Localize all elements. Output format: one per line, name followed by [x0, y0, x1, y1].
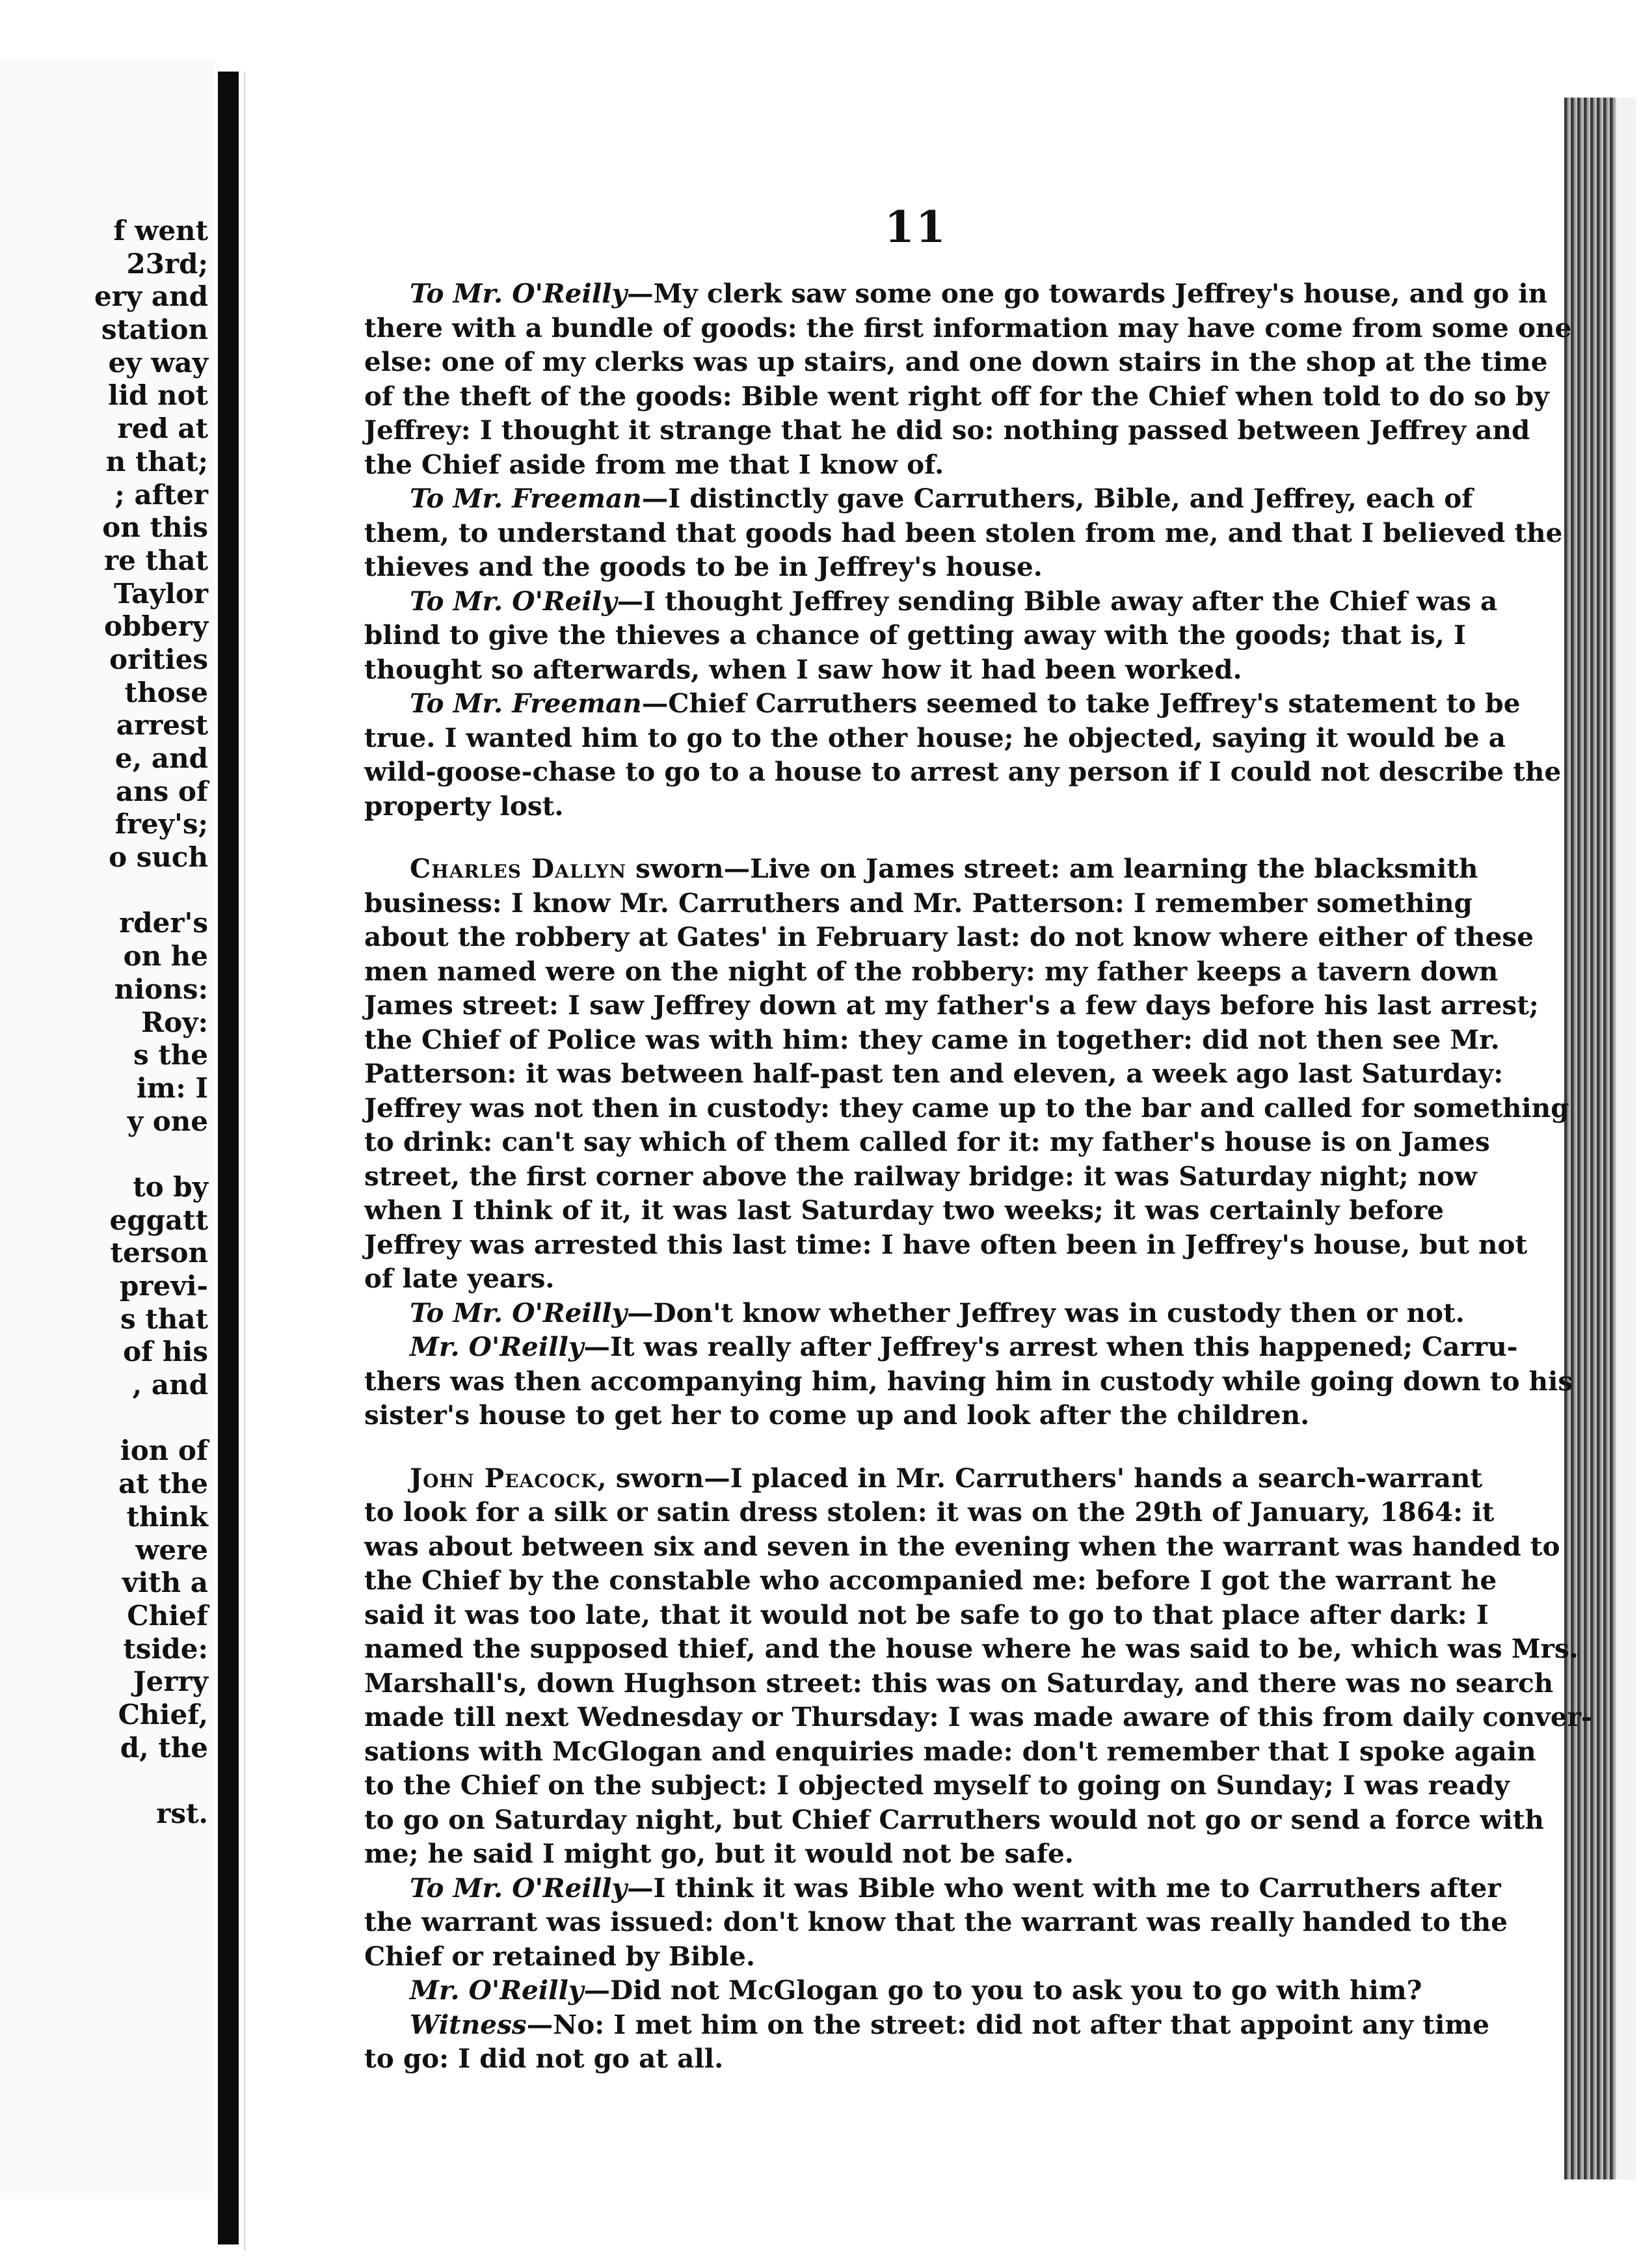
speaker-label: Mr. O'Reilly	[410, 1331, 584, 1362]
text-line	[364, 886, 1472, 921]
text-run: —I distinctly gave Carruthers, Bible, and Jeffrey, each of	[641, 483, 1473, 514]
previous-page-fragment: n that;	[105, 445, 208, 478]
paragraph	[364, 1461, 1592, 1871]
text-run: —Don't know whether Jeffrey was in custody then or not.	[627, 1297, 1465, 1328]
text-run: sister's house to get her to come up and look after the children.	[364, 1399, 1310, 1431]
text-line	[364, 379, 1549, 414]
text-line	[364, 550, 1444, 584]
previous-page-fragment: previ-	[119, 1270, 208, 1302]
text-line	[364, 920, 1534, 954]
previous-page-fragment: eggatt	[109, 1204, 208, 1236]
speaker-label: Witness	[410, 2008, 527, 2040]
text-run: thought so afterwards, when I saw how it had been worked.	[364, 653, 1242, 685]
text-run: the Chief by the constable who accompanied me: before I got the warrant he	[364, 1565, 1497, 1596]
text-run: the warrant was issued: don't know that the warrant was really handed to the	[364, 1906, 1508, 1937]
text-run: blind to give the thieves a chance of getting away with the goods; that is, I	[364, 619, 1466, 651]
previous-page-fragment: at the	[118, 1468, 208, 1500]
speaker-label: To Mr. Freeman	[410, 688, 642, 719]
text-run: Marshall's, down Hughson street: this was on Saturday, and there was no search	[364, 1667, 1554, 1699]
text-line	[364, 1057, 1504, 1091]
section-gap	[364, 823, 1444, 852]
text-run: Jeffrey was not then in custody: they came up to the bar and called for something	[364, 1092, 1569, 1124]
previous-page-fragment: s the	[133, 1039, 208, 1071]
previous-page-fragment: Jerry	[133, 1665, 208, 1698]
text-line	[364, 618, 1466, 653]
text-line	[364, 1125, 1490, 1159]
previous-page-edge	[0, 59, 215, 2199]
text-line	[364, 755, 1562, 789]
text-line	[364, 1091, 1569, 1125]
text-run: men named were on the night of the robbery: my father keeps a tavern down	[364, 955, 1499, 987]
text-run: said it was too late, that it would not be safe to go to that place after dark: I	[364, 1598, 1489, 1630]
speaker-label: To Mr. O'Reilly	[410, 1297, 628, 1328]
paragraph	[364, 1973, 1444, 2008]
previous-page-fragment: ery and	[94, 280, 208, 313]
paragraph	[364, 276, 1572, 481]
witness-name: Charles Dallyn	[410, 853, 627, 884]
previous-page-fragment: o such	[109, 841, 208, 874]
text-run: sations with McGlogan and enquiries made: don't remember that I spoke again	[364, 1735, 1536, 1767]
body-text	[364, 276, 1592, 2076]
paragraph	[364, 1296, 1465, 1330]
text-line	[364, 988, 1539, 1023]
text-line	[364, 345, 1548, 379]
text-run: , sworn—I placed in Mr. Carruthers' hands a search-warrant	[597, 1462, 1483, 1494]
previous-page-fragment: were	[135, 1533, 208, 1566]
text-run: —I thought Jeffrey sending Bible away after the Chief was a	[617, 585, 1498, 617]
previous-page-fragment	[94, 874, 208, 908]
previous-page-fragment	[94, 1138, 208, 1171]
text-run: to look for a silk or satin dress stolen: it was on the 29th of January, 1864: it	[364, 1496, 1495, 1528]
previous-page-fragment: , and	[132, 1369, 208, 1401]
page-stack-edge	[1564, 98, 1616, 2179]
text-run: to go: I did not go at all.	[364, 2043, 724, 2074]
text-line	[364, 789, 1444, 824]
text-line	[364, 1023, 1500, 1057]
text-run: the Chief of Police was with him: they came in together: did not then see Mr.	[364, 1023, 1500, 1055]
previous-page-fragment: orities	[109, 643, 208, 675]
speaker-label: To Mr. O'Reilly	[410, 1872, 628, 1904]
previous-page-fragment: ey way	[108, 346, 208, 379]
text-line	[364, 1461, 1483, 1496]
text-line	[364, 1159, 1477, 1194]
previous-page-fragment: ion of	[120, 1435, 208, 1467]
text-run: —Did not McGlogan go to you to ask you to go with him?	[583, 1974, 1422, 2006]
previous-page-fragment: f went	[113, 215, 208, 247]
text-run: James street: I saw Jeffrey down at my father's a few days before his last arrest;	[364, 990, 1539, 1021]
text-line	[364, 1768, 1510, 1803]
previous-page-fragment: to by	[133, 1170, 208, 1203]
text-line	[364, 1734, 1536, 1769]
previous-page-fragment: e, and	[114, 742, 208, 774]
text-line	[364, 686, 1521, 721]
text-line	[364, 1939, 1444, 1974]
previous-page-fragment: d, the	[120, 1731, 208, 1764]
paragraph	[364, 2008, 1489, 2076]
paragraph	[364, 481, 1563, 584]
previous-page-fragment: red at	[117, 412, 208, 445]
text-run: about the robbery at Gates' in February last: do not know where either of these	[364, 921, 1534, 952]
previous-page-fragment: lid not	[108, 379, 208, 412]
text-line	[364, 311, 1572, 345]
text-line	[364, 1632, 1579, 1666]
previous-page-fragment: im: I	[136, 1071, 208, 1104]
text-run: wild-goose-chase to go to a house to arrest any person if I could not describe the	[364, 756, 1562, 787]
text-run: sworn—Live on James street: am learning the blacksmith	[626, 853, 1478, 884]
previous-page-fragment: vith a	[122, 1567, 208, 1599]
text-line	[364, 1905, 1508, 1939]
text-run: —No: I met him on the street: did not after that appoint any time	[526, 2008, 1489, 2040]
text-line	[364, 276, 1548, 311]
text-line	[364, 653, 1444, 687]
speaker-label: To Mr. O'Reilly	[410, 278, 628, 309]
text-run: of late years.	[364, 1263, 555, 1294]
text-run: —My clerk saw some one go towards Jeffrey's house, and go in	[627, 278, 1548, 309]
speaker-label: Mr. O'Reilly	[410, 1974, 584, 2006]
text-line	[364, 1803, 1544, 1837]
text-line	[364, 1530, 1560, 1564]
text-run: named the supposed thief, and the house where he was said to be, which was Mrs.	[364, 1633, 1579, 1664]
text-line	[364, 1837, 1444, 1871]
previous-page-fragment: Chief	[127, 1599, 208, 1632]
previous-page-fragment	[94, 1764, 208, 1798]
text-run: was about between six and seven in the evening when the warrant was handed to	[364, 1530, 1560, 1562]
text-run: business: I know Mr. Carruthers and Mr. Patterson: I remember something	[364, 887, 1472, 919]
text-run: Jeffrey: I thought it strange that he did so: nothing passed between Jeffrey and	[364, 414, 1530, 446]
previous-page-fragment: rder's	[119, 907, 208, 939]
previous-page-fragment: Roy:	[141, 1006, 208, 1038]
previous-page-fragment: ; after	[114, 478, 208, 511]
previous-page-fragment: on this	[102, 511, 208, 544]
text-run: thers was then accompanying him, having him in custody while going down to his	[364, 1365, 1573, 1397]
section-gap	[364, 1433, 1444, 1461]
previous-page-fragment: those	[124, 676, 208, 708]
paragraph	[364, 584, 1498, 687]
text-run: of the theft of the goods: Bible went right off for the Chief when told to do so by	[364, 380, 1549, 412]
previous-page-fragment: terson	[110, 1237, 208, 1269]
text-line	[364, 1871, 1501, 1906]
page-number: 11	[885, 202, 947, 252]
text-run: property lost.	[364, 790, 564, 822]
paragraph	[364, 686, 1562, 823]
text-run: me; he said I might go, but it would not be safe.	[364, 1838, 1074, 1869]
text-line	[364, 1495, 1495, 1530]
text-line	[364, 1364, 1573, 1399]
previous-page-fragment: re that	[103, 544, 208, 576]
text-line	[364, 1666, 1554, 1701]
text-line	[364, 1598, 1489, 1632]
witness-name: John Peacock	[410, 1462, 598, 1494]
previous-page-fragment: Taylor	[114, 577, 208, 610]
previous-page-fragment: frey's;	[114, 808, 208, 841]
previous-page-fragment: think	[126, 1500, 208, 1533]
text-run: there with a bundle of goods: the first information may have come from some one	[364, 312, 1572, 344]
text-line	[364, 2042, 1444, 2076]
text-line	[364, 1700, 1592, 1734]
text-line	[364, 1973, 1444, 2008]
text-run: the Chief aside from me that I know of.	[364, 448, 944, 480]
text-run: —I think it was Bible who went with me to Carruthers after	[627, 1872, 1501, 1904]
previous-page-fragment: 23rd;	[126, 247, 208, 280]
text-line	[364, 1296, 1465, 1330]
text-line	[364, 954, 1499, 989]
previous-page-fragment: rst.	[156, 1798, 208, 1829]
previous-page-fragment: ans of	[115, 775, 208, 807]
text-line	[364, 1563, 1497, 1598]
text-line	[364, 1330, 1518, 1364]
text-run: Jeffrey was arrested this last time: I have often been in Jeffrey's house, but not	[364, 1228, 1528, 1260]
previous-page-fragment: arrest	[116, 709, 208, 742]
previous-page-fragment: on he	[123, 940, 208, 973]
text-run: —Chief Carruthers seemed to take Jeffrey's statement to be	[641, 688, 1521, 719]
previous-page-fragment: Chief,	[118, 1698, 208, 1731]
previous-page-fragment: obbery	[103, 610, 208, 643]
text-line	[364, 1193, 1444, 1228]
previous-page-fragment: tside:	[123, 1632, 208, 1665]
text-run: Patterson: it was between half-past ten and eleven, a week ago last Saturday:	[364, 1058, 1504, 1089]
text-run: them, to understand that goods had been stolen from me, and that I believed the	[364, 517, 1563, 548]
text-run: when I think of it, it was last Saturday two weeks; it was certainly before	[364, 1194, 1444, 1226]
previous-page-fragment: s that	[120, 1302, 208, 1335]
text-run: to the Chief on the subject: I objected myself to going on Sunday; I was ready	[364, 1770, 1510, 1801]
speaker-label: To Mr. Freeman	[410, 483, 642, 514]
text-line	[364, 1398, 1444, 1433]
text-run: to drink: can't say which of them called for it: my father's house is on James	[364, 1126, 1490, 1157]
paragraph	[364, 1871, 1508, 1974]
text-run: —It was really after Jeffrey's arrest when this happened; Carru-	[583, 1331, 1518, 1362]
text-run: thieves and the goods to be in Jeffrey's house.	[364, 551, 1043, 582]
text-run: true. I wanted him to go to the other house; he objected, saying it would be a	[364, 721, 1506, 753]
text-line	[364, 2008, 1489, 2042]
text-line	[364, 852, 1478, 886]
paragraph	[364, 852, 1569, 1296]
previous-page-fragment: station	[101, 314, 208, 346]
text-run: to go on Saturday night, but Chief Carruthers would not go or send a force with	[364, 1803, 1544, 1835]
text-line	[364, 516, 1563, 550]
text-run: Chief or retained by Bible.	[364, 1940, 756, 1972]
text-line	[364, 481, 1473, 516]
text-line	[364, 1228, 1528, 1262]
book-gutter	[218, 72, 239, 2244]
text-line	[364, 448, 1444, 482]
previous-page-fragment: y one	[127, 1105, 208, 1137]
previous-page-text-fragments	[94, 215, 208, 1831]
text-run: else: one of my clerks was up stairs, and one down stairs in the shop at the time	[364, 346, 1548, 377]
text-run: street, the first corner above the railway bridge: it was Saturday night; now	[364, 1160, 1477, 1192]
speaker-label: To Mr. O'Reily	[410, 585, 617, 617]
text-line	[364, 1261, 1444, 1296]
text-run: made till next Wednesday or Thursday: I was made aware of this from daily conver-	[364, 1701, 1592, 1732]
previous-page-fragment: nions:	[114, 973, 208, 1005]
text-line	[364, 721, 1506, 755]
text-line	[364, 584, 1498, 619]
text-line	[364, 413, 1530, 448]
paragraph	[364, 1330, 1573, 1433]
page-stack-shadow	[1616, 98, 1636, 2179]
previous-page-fragment: of his	[123, 1336, 208, 1368]
previous-page-fragment	[94, 1402, 208, 1435]
